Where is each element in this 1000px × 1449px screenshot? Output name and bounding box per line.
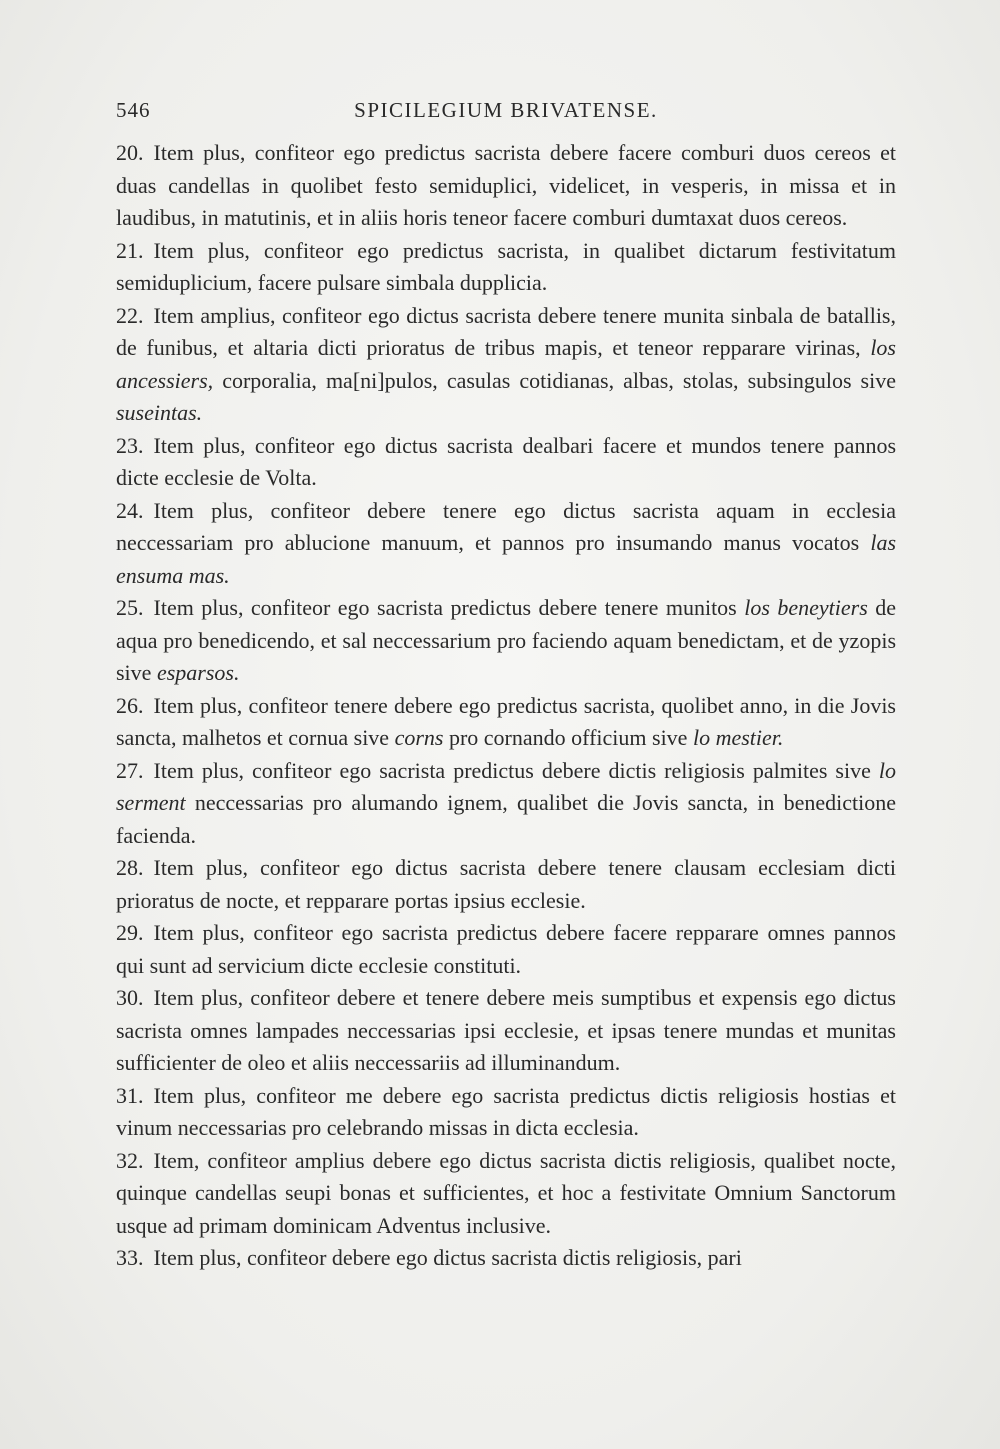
paragraph-text: corporalia, ma[ni]pulos, casulas cotidianas, albas, stolas, subsingulos sive: [222, 367, 896, 393]
italic-term: suseintas.: [116, 400, 203, 425]
paragraph-number: 29.: [116, 920, 144, 945]
paragraph-text: neccessarias pro alumando ignem, qualibet die Jovis sancta, in benedictione facienda.: [116, 790, 897, 848]
paragraph-number: 22.: [116, 302, 144, 328]
paragraph-number: 26.: [116, 692, 144, 718]
paragraph-text: Item plus, confiteor debere ego dictus sacrista dictis religiosis, pari: [153, 1245, 742, 1270]
paragraph-number: 23.: [116, 432, 144, 458]
paragraph-21: [116, 235, 896, 300]
paragraph-text: pro cornando officium sive: [448, 725, 688, 750]
page-number: 546: [116, 98, 151, 122]
italic-term: los ancessiers,: [116, 335, 896, 393]
paragraph-text: Item plus, confiteor ego sacrista predictus debere dictis religiosis palmites sive: [153, 757, 871, 783]
paragraph-text: Item plus, confiteor ego sacrista predictus debere facere repparare omnes pannos qui sunt ad servicium dicte ecclesie constituti.: [116, 920, 896, 978]
italic-term: las ensuma mas.: [116, 530, 897, 588]
paragraph-20: [116, 137, 896, 235]
italic-term: corns: [394, 725, 444, 750]
paragraph-31: [116, 1080, 896, 1145]
italic-term: esparsos.: [156, 660, 240, 685]
paragraph-number: 27.: [116, 757, 144, 783]
paragraph-number: 25.: [116, 595, 144, 620]
paragraph-number: 28.: [116, 855, 144, 880]
italic-term: lo serment: [116, 757, 896, 815]
paragraph-text: Item plus, confiteor me debere ego sacrista predictus dictis religiosis hostias et vinum neccessarias pro celebrando missas in dicta ecclesia.: [116, 1082, 896, 1140]
paragraph-24: [116, 495, 896, 593]
paragraph-text: Item plus, confiteor tenere debere ego predictus sacrista, quolibet anno, in die Jovis sancta, malhetos et cornua sive: [116, 692, 896, 750]
paragraph-33: [116, 1242, 896, 1275]
paragraph-text: Item plus, confiteor debere tenere ego dictus sacrista aquam in ecclesia neccessariam pro ablucione manuum, et pannos pro insumando manus vocatos: [116, 497, 896, 555]
running-title: SPICILEGIUM BRIVATENSE.: [354, 98, 658, 122]
paragraph-number: 33.: [116, 1245, 144, 1270]
paragraph-text: Item, confiteor amplius debere ego dictus sacrista dictis religiosis, qualibet nocte, quinque candellas seupi bonas et sufficientes, et hoc a festivitate Omnium Sanctorum usque ad primam dominicam Adventus inclusive.: [116, 1147, 896, 1238]
paragraph-32: [116, 1145, 896, 1243]
paragraph-text: Item plus, confiteor ego dictus sacrista dealbari facere et mundos tenere pannos dicte ecclesie de Volta.: [116, 432, 896, 490]
paragraph-text: Item plus, confiteor ego predictus sacrista debere facere comburi duos cereos et duas candellas in quolibet festo semiduplici, videlicet, in vesperis, in missa et in laudibus, in matutinis, et in aliis horis teneor facere comburi dumtaxat duos cereos.: [116, 140, 896, 230]
paragraph-text: Item plus, confiteor ego predictus sacrista, in qualibet dictarum festivitatum semiduplicium, facere pulsare simbala dupplicia.: [116, 237, 896, 295]
paragraph-text: Item plus, confiteor ego sacrista predictus debere tenere munitos: [153, 595, 737, 620]
paragraph-number: 32.: [116, 1147, 144, 1173]
paragraph-30: [116, 982, 896, 1080]
italic-term: lo mestier.: [692, 725, 784, 750]
page-header: [116, 98, 896, 130]
paragraph-27: [116, 755, 896, 853]
paragraph-number: 24.: [116, 497, 144, 523]
paragraph-22: [116, 300, 896, 430]
paragraph-number: 20.: [116, 140, 144, 165]
italic-term: los beneytiers: [744, 595, 868, 620]
body-text: [116, 137, 896, 1275]
paragraph-number: 31.: [116, 1082, 144, 1108]
paragraph-23: [116, 430, 896, 495]
paragraph-26: [116, 690, 896, 755]
paragraph-number: 21.: [116, 237, 144, 263]
paragraph-25: [116, 592, 896, 690]
paragraph-number: 30.: [116, 985, 144, 1010]
paragraph-text: de aqua pro benedicendo, et sal neccessarium pro faciendo aquam benedictam, et de yzopis sive: [116, 595, 896, 685]
paragraph-text: Item plus, confiteor ego dictus sacrista debere tenere clausam ecclesiam dicti prioratus de nocte, et repparare portas ipsius ecclesie.: [116, 855, 896, 913]
paragraph-text: Item plus, confiteor debere et tenere debere meis sumptibus et expensis ego dictus sacrista omnes lampades neccessarias ipsi ecclesie, et ipsas tenere mundas et munitas sufficienter de oleo et aliis neccessariis ad illuminandum.: [116, 985, 896, 1075]
paragraph-29: [116, 917, 896, 982]
paragraph-text: Item amplius, confiteor ego dictus sacrista debere tenere munita sinbala de batallis, de funibus, et altaria dicti prioratus de tribus mapis, et teneor repparare virinas,: [116, 302, 896, 360]
paragraph-28: [116, 852, 896, 917]
